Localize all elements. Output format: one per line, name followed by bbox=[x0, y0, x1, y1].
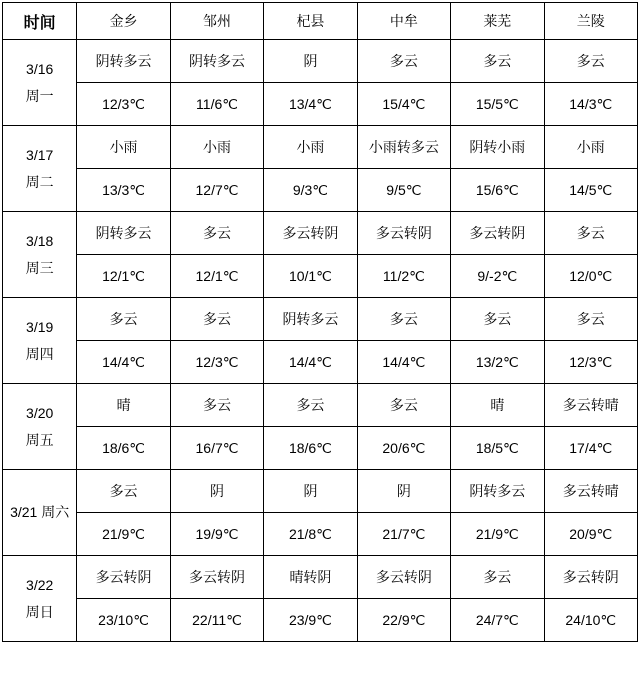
temperature-cell: 14/4℃ bbox=[357, 341, 450, 384]
date-line-2: 周三 bbox=[25, 259, 54, 276]
table-row bbox=[3, 298, 638, 341]
temperature-cell: 24/10℃ bbox=[544, 599, 637, 642]
condition-cell: 多云 bbox=[77, 470, 170, 513]
condition-cell: 多云 bbox=[170, 384, 263, 427]
temperature-cell: 12/1℃ bbox=[77, 255, 170, 298]
condition-cell: 小雨 bbox=[170, 126, 263, 169]
condition-cell: 小雨 bbox=[77, 126, 170, 169]
condition-cell: 多云转阴 bbox=[264, 212, 357, 255]
table-row bbox=[3, 83, 638, 126]
table-body bbox=[3, 40, 638, 642]
weather-forecast-sheet bbox=[0, 2, 640, 692]
column-header-city-5: 莱芜 bbox=[451, 3, 544, 40]
temperature-cell: 18/6℃ bbox=[264, 427, 357, 470]
table-row bbox=[3, 556, 638, 599]
date-line-2: 周一 bbox=[25, 87, 54, 104]
condition-cell: 多云 bbox=[544, 40, 637, 83]
condition-cell: 小雨 bbox=[544, 126, 637, 169]
table-row bbox=[3, 255, 638, 298]
temperature-cell: 21/7℃ bbox=[357, 513, 450, 556]
date-line-1: 3/16 bbox=[26, 60, 54, 77]
condition-cell: 多云转晴 bbox=[544, 384, 637, 427]
header-row bbox=[3, 3, 638, 40]
temperature-cell: 12/3℃ bbox=[170, 341, 263, 384]
condition-cell: 多云 bbox=[170, 212, 263, 255]
temperature-cell: 9/3℃ bbox=[264, 169, 357, 212]
temperature-cell: 13/2℃ bbox=[451, 341, 544, 384]
column-header-city-1: 金乡 bbox=[77, 3, 170, 40]
date-cell bbox=[3, 556, 77, 642]
date-cell bbox=[3, 212, 77, 298]
temperature-cell: 21/8℃ bbox=[264, 513, 357, 556]
temperature-cell: 20/6℃ bbox=[357, 427, 450, 470]
date-cell bbox=[3, 126, 77, 212]
temperature-cell: 17/4℃ bbox=[544, 427, 637, 470]
condition-cell: 多云 bbox=[544, 212, 637, 255]
condition-cell: 多云转阴 bbox=[544, 556, 637, 599]
temperature-cell: 10/1℃ bbox=[264, 255, 357, 298]
condition-cell: 阴 bbox=[264, 40, 357, 83]
column-header-time: 时间 bbox=[3, 3, 77, 40]
date-line-1: 3/21 周六 bbox=[10, 504, 70, 521]
temperature-cell: 15/4℃ bbox=[357, 83, 450, 126]
date-cell bbox=[3, 470, 77, 556]
condition-cell: 多云转阴 bbox=[170, 556, 263, 599]
table-row bbox=[3, 384, 638, 427]
weather-forecast-table bbox=[2, 2, 638, 642]
table-row bbox=[3, 212, 638, 255]
table-row bbox=[3, 341, 638, 384]
condition-cell: 阴转多云 bbox=[451, 470, 544, 513]
condition-cell: 阴 bbox=[170, 470, 263, 513]
temperature-cell: 15/5℃ bbox=[451, 83, 544, 126]
condition-cell: 多云 bbox=[264, 384, 357, 427]
date-line-2: 周二 bbox=[25, 173, 54, 190]
temperature-cell: 14/4℃ bbox=[264, 341, 357, 384]
temperature-cell: 18/5℃ bbox=[451, 427, 544, 470]
date-line-1: 3/20 bbox=[26, 404, 54, 421]
temperature-cell: 22/11℃ bbox=[170, 599, 263, 642]
table-row bbox=[3, 427, 638, 470]
temperature-cell: 12/0℃ bbox=[544, 255, 637, 298]
condition-cell: 多云 bbox=[170, 298, 263, 341]
table-row bbox=[3, 169, 638, 212]
condition-cell: 晴转阴 bbox=[264, 556, 357, 599]
temperature-cell: 12/7℃ bbox=[170, 169, 263, 212]
date-line-2: 周五 bbox=[25, 431, 54, 448]
temperature-cell: 13/3℃ bbox=[77, 169, 170, 212]
condition-cell: 多云 bbox=[357, 384, 450, 427]
condition-cell: 多云 bbox=[544, 298, 637, 341]
condition-cell: 多云转阴 bbox=[357, 212, 450, 255]
condition-cell: 多云转阴 bbox=[451, 212, 544, 255]
date-cell bbox=[3, 40, 77, 126]
date-line-1: 3/19 bbox=[26, 318, 54, 335]
temperature-cell: 23/9℃ bbox=[264, 599, 357, 642]
temperature-cell: 20/9℃ bbox=[544, 513, 637, 556]
temperature-cell: 21/9℃ bbox=[77, 513, 170, 556]
date-line-1: 3/22 bbox=[26, 576, 54, 593]
condition-cell: 多云 bbox=[77, 298, 170, 341]
column-header-city-6: 兰陵 bbox=[544, 3, 637, 40]
table-row bbox=[3, 40, 638, 83]
temperature-cell: 22/9℃ bbox=[357, 599, 450, 642]
column-header-city-4: 中牟 bbox=[357, 3, 450, 40]
table-header bbox=[3, 3, 638, 40]
condition-cell: 多云 bbox=[451, 40, 544, 83]
condition-cell: 阴转多云 bbox=[264, 298, 357, 341]
temperature-cell: 19/9℃ bbox=[170, 513, 263, 556]
temperature-cell: 14/4℃ bbox=[77, 341, 170, 384]
column-header-city-3: 杞县 bbox=[264, 3, 357, 40]
condition-cell: 阴 bbox=[264, 470, 357, 513]
condition-cell: 阴 bbox=[357, 470, 450, 513]
temperature-cell: 14/3℃ bbox=[544, 83, 637, 126]
temperature-cell: 18/6℃ bbox=[77, 427, 170, 470]
temperature-cell: 9/5℃ bbox=[357, 169, 450, 212]
condition-cell: 晴 bbox=[451, 384, 544, 427]
condition-cell: 晴 bbox=[77, 384, 170, 427]
condition-cell: 多云 bbox=[451, 556, 544, 599]
condition-cell: 阴转多云 bbox=[170, 40, 263, 83]
condition-cell: 小雨 bbox=[264, 126, 357, 169]
condition-cell: 多云转阴 bbox=[77, 556, 170, 599]
temperature-cell: 23/10℃ bbox=[77, 599, 170, 642]
condition-cell: 小雨转多云 bbox=[357, 126, 450, 169]
date-cell bbox=[3, 298, 77, 384]
date-line-1: 3/17 bbox=[26, 146, 54, 163]
condition-cell: 阴转多云 bbox=[77, 212, 170, 255]
temperature-cell: 12/3℃ bbox=[77, 83, 170, 126]
date-line-1: 3/18 bbox=[26, 232, 54, 249]
temperature-cell: 16/7℃ bbox=[170, 427, 263, 470]
condition-cell: 阴转多云 bbox=[77, 40, 170, 83]
temperature-cell: 15/6℃ bbox=[451, 169, 544, 212]
table-row bbox=[3, 513, 638, 556]
date-cell bbox=[3, 384, 77, 470]
temperature-cell: 24/7℃ bbox=[451, 599, 544, 642]
column-header-city-2: 邹州 bbox=[170, 3, 263, 40]
condition-cell: 多云 bbox=[357, 40, 450, 83]
condition-cell: 多云 bbox=[357, 298, 450, 341]
table-row bbox=[3, 599, 638, 642]
temperature-cell: 14/5℃ bbox=[544, 169, 637, 212]
temperature-cell: 21/9℃ bbox=[451, 513, 544, 556]
condition-cell: 多云转晴 bbox=[544, 470, 637, 513]
condition-cell: 阴转小雨 bbox=[451, 126, 544, 169]
temperature-cell: 13/4℃ bbox=[264, 83, 357, 126]
temperature-cell: 12/3℃ bbox=[544, 341, 637, 384]
temperature-cell: 11/2℃ bbox=[357, 255, 450, 298]
temperature-cell: 12/1℃ bbox=[170, 255, 263, 298]
temperature-cell: 11/6℃ bbox=[170, 83, 263, 126]
condition-cell: 多云 bbox=[451, 298, 544, 341]
table-row bbox=[3, 470, 638, 513]
condition-cell: 多云转阴 bbox=[357, 556, 450, 599]
date-line-2: 周四 bbox=[25, 345, 54, 362]
temperature-cell: 9/-2℃ bbox=[451, 255, 544, 298]
date-line-2: 周日 bbox=[25, 603, 54, 620]
table-row bbox=[3, 126, 638, 169]
